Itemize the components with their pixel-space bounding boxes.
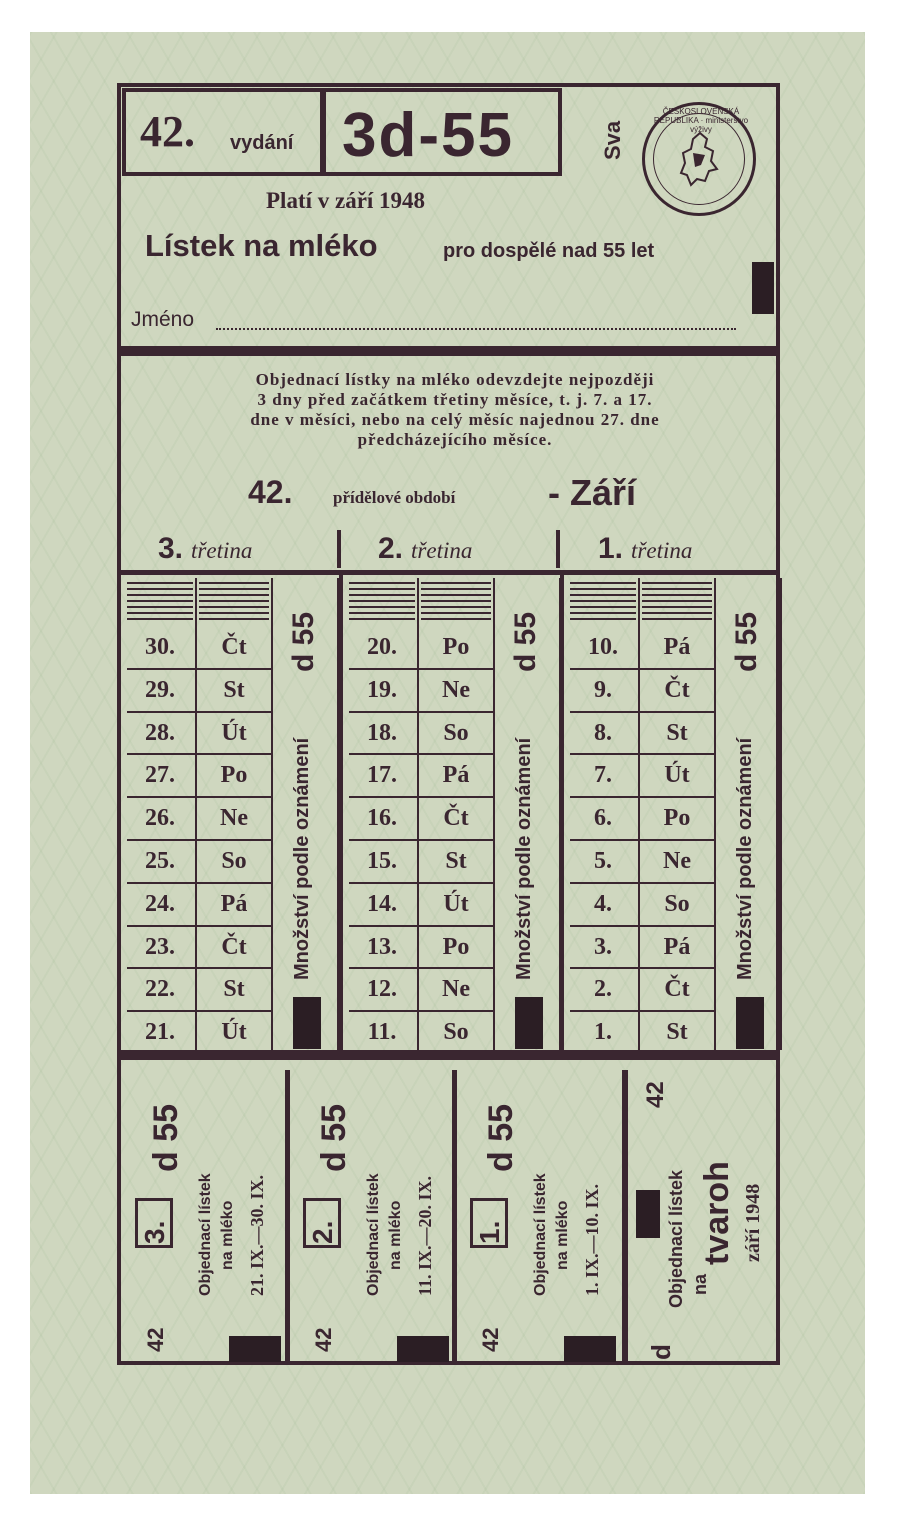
- weekday: St: [223, 676, 245, 703]
- third-header-3: 3. třetina: [158, 532, 253, 565]
- coupon-code: d 55: [147, 1103, 185, 1172]
- card-subtitle: pro dospělé nad 55 let: [443, 240, 655, 262]
- day-number: 29.: [145, 676, 175, 703]
- weekday: Út: [221, 719, 247, 746]
- day-number: 15.: [367, 848, 397, 874]
- weekday: Čt: [443, 805, 469, 832]
- validity-text: Platí v září 1948: [266, 188, 426, 213]
- coupon-period: 42: [143, 1327, 168, 1352]
- weekday: Pá: [220, 890, 248, 917]
- weekday: Po: [220, 762, 248, 789]
- weekday: Čt: [664, 976, 690, 1003]
- day-number: 4.: [594, 890, 612, 917]
- day-number: 2.: [594, 976, 612, 1003]
- weekday: Po: [663, 805, 691, 832]
- grid-top-line: [121, 570, 776, 575]
- coupon-dates: 1. IX.—10. IX.: [582, 1183, 602, 1296]
- third-header-1: 1. třetina: [598, 532, 693, 565]
- day-number: 30.: [145, 634, 175, 660]
- day-number: 13.: [367, 933, 397, 960]
- coupon-code: d 55: [482, 1103, 520, 1172]
- thick-divider: [121, 346, 776, 356]
- day-number: 27.: [145, 762, 175, 789]
- grid-marker: [293, 997, 321, 1049]
- weekday: So: [443, 719, 469, 746]
- weekday: Pá: [663, 933, 691, 960]
- coupon-code: d 55: [315, 1103, 353, 1172]
- header-stripes: [570, 582, 636, 622]
- day-number: 11.: [367, 1019, 397, 1046]
- day-number: 20.: [367, 634, 397, 660]
- tvaroh-line1: Objednací lístek: [666, 1169, 686, 1308]
- weekday: Čt: [221, 634, 247, 660]
- header-stripes: [349, 582, 415, 622]
- weekday: Út: [443, 890, 469, 917]
- notice-line: 3 dny před začátkem třetiny měsíce, t. j. 7. a 17.: [257, 390, 653, 409]
- coupon-number: 3.: [139, 1220, 170, 1244]
- grid-bottom-line: [121, 1050, 776, 1060]
- weekday: St: [223, 976, 245, 1003]
- weekday: Ne: [220, 805, 248, 832]
- grid-code: d 55: [730, 611, 763, 672]
- tvaroh-marker: [636, 1190, 660, 1238]
- day-number: 19.: [367, 676, 397, 703]
- day-number: 16.: [367, 805, 397, 832]
- day-number: 8.: [594, 719, 612, 746]
- tvaroh-period: 42: [642, 1081, 669, 1108]
- coupon-period: 42: [478, 1327, 503, 1352]
- grid-code: d 55: [509, 611, 542, 672]
- weekday: Čt: [664, 676, 690, 703]
- third-header-2: 2. třetina: [378, 532, 473, 565]
- coupon-line1: Objednací lístek: [197, 1173, 214, 1296]
- notice-text: [150, 370, 760, 450]
- notice-line: předcházejícího měsíce.: [357, 430, 553, 449]
- quantity-note: Množství podle oznámení: [291, 737, 313, 980]
- weekday: Út: [221, 1019, 247, 1046]
- coupon-line2: na mléko: [219, 1200, 236, 1270]
- header-stripes: [642, 582, 712, 622]
- header-stripes: [421, 582, 491, 622]
- day-number: 6.: [594, 805, 612, 832]
- quantity-note: Množství podle oznámení: [513, 737, 535, 980]
- day-number: 14.: [367, 890, 397, 917]
- coupon-line1: Objednací lístek: [532, 1173, 549, 1296]
- edition-box: [122, 88, 324, 176]
- stamp-text: ČESKOSLOVENSKÁ REPUBLIKA · ministerstvo výživy: [653, 107, 749, 134]
- day-number: 26.: [145, 805, 175, 832]
- card-code: 3d-55: [342, 101, 514, 170]
- weekday: St: [445, 848, 467, 874]
- header-stripes: [127, 582, 193, 622]
- day-number: 5.: [594, 848, 612, 874]
- weekday: Po: [442, 634, 470, 660]
- day-number: 7.: [594, 762, 612, 789]
- weekday: Čt: [221, 933, 247, 960]
- day-number: 18.: [367, 719, 397, 746]
- ministry-stamp: [642, 102, 756, 216]
- period-label: přídělové období: [333, 488, 456, 507]
- period-month: - Září: [548, 472, 637, 513]
- weekday: Pá: [663, 634, 691, 660]
- tvaroh-letter: d: [646, 1344, 676, 1360]
- coupon-marker: [397, 1336, 449, 1362]
- side-code: Sva: [600, 120, 625, 160]
- coupon-dates: 11. IX.—20. IX.: [415, 1175, 435, 1296]
- weekday: So: [664, 890, 690, 917]
- weekday: Pá: [442, 762, 470, 789]
- notice-line: Objednací lístky na mléko odevzdejte nejpozději: [255, 370, 655, 389]
- coupon-marker: [229, 1336, 281, 1362]
- black-marker: [752, 262, 774, 314]
- grid-marker: [515, 997, 543, 1049]
- edition-number: 42.: [140, 107, 195, 156]
- coupon-number: 1.: [474, 1220, 505, 1244]
- day-number: 28.: [145, 719, 175, 746]
- day-number: 17.: [367, 762, 397, 789]
- day-number: 1.: [594, 1019, 612, 1046]
- header-stripes: [199, 582, 269, 622]
- weekday: So: [443, 1019, 469, 1046]
- weekday: Ne: [442, 676, 470, 703]
- weekday: Ne: [442, 976, 470, 1003]
- name-label: Jméno: [131, 308, 195, 331]
- weekday: St: [666, 719, 688, 746]
- tvaroh-product: tvaroh: [698, 1161, 736, 1265]
- coupon-marker: [564, 1336, 616, 1362]
- coupon-line2: na mléko: [387, 1200, 404, 1270]
- weekday: Po: [442, 933, 470, 960]
- day-number: 22.: [145, 976, 175, 1003]
- weekday: Ne: [663, 848, 691, 874]
- day-number: 9.: [594, 676, 612, 703]
- grid-code: d 55: [287, 611, 320, 672]
- grid-marker: [736, 997, 764, 1049]
- coupon-line2: na mléko: [554, 1200, 571, 1270]
- day-number: 12.: [367, 976, 397, 1003]
- card-title: Lístek na mléko: [145, 228, 378, 263]
- coupon-period: 42: [311, 1327, 336, 1352]
- quantity-note: Množství podle oznámení: [734, 737, 756, 980]
- code-box: [322, 88, 562, 176]
- day-number: 10.: [588, 634, 618, 660]
- day-number: 21.: [145, 1019, 175, 1046]
- name-field-line: [216, 328, 736, 330]
- day-number: 24.: [145, 890, 175, 917]
- day-number: 23.: [145, 933, 175, 960]
- weekday: So: [221, 848, 247, 874]
- coupon-dates: 21. IX.—30. IX.: [247, 1174, 267, 1296]
- coupon-line1: Objednací lístek: [365, 1173, 382, 1296]
- weekday: Út: [664, 762, 690, 789]
- period-number: 42.: [248, 474, 293, 510]
- coupon-number: 2.: [307, 1220, 338, 1244]
- day-number: 3.: [594, 933, 612, 960]
- tvaroh-month: září 1948: [742, 1183, 764, 1262]
- day-number: 25.: [145, 848, 175, 874]
- edition-label: vydání: [230, 132, 294, 154]
- weekday: St: [666, 1019, 688, 1046]
- lion-emblem-icon: [675, 129, 725, 189]
- tvaroh-line2: na: [690, 1273, 710, 1295]
- notice-line: dne v měsíci, nebo na celý měsíc najednou 27. dne: [250, 410, 660, 429]
